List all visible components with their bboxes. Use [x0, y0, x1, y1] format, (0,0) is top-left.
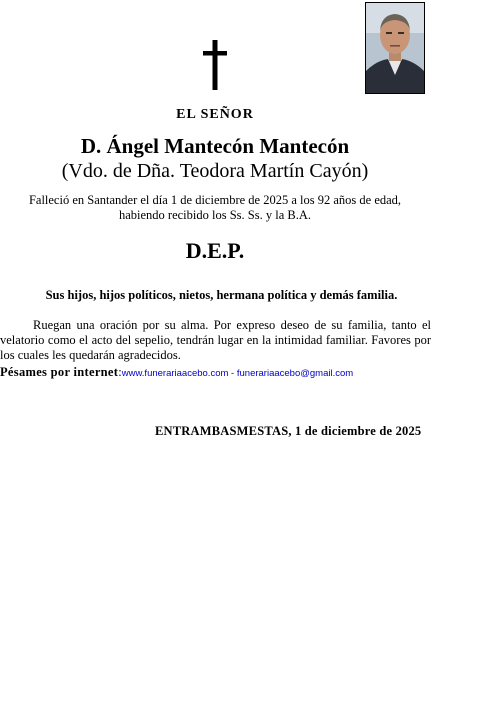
condolences-label: Pésames por internet: [0, 365, 119, 379]
widow-of-line: (Vdo. de Dña. Teodora Martín Cayón): [61, 160, 369, 182]
death-notice-line1: Falleció en Santander el día 1 de diciembre de 2025 a los 92 años de edad,: [28, 193, 402, 207]
cross-icon: [200, 40, 230, 90]
website-link[interactable]: www.funerariaacebo.com: [121, 368, 229, 379]
title-prefix: EL SEÑOR: [176, 107, 254, 122]
link-separator: -: [228, 368, 237, 379]
death-notice-line2: habiendo recibido los Ss. Ss. y la B.A.: [118, 208, 311, 222]
place-date: ENTRAMBASMESTAS, 1 de diciembre de 2025: [155, 424, 422, 438]
deceased-name: D. Ángel Mantecón Mantecón: [80, 134, 350, 158]
deceased-photo: [365, 2, 425, 94]
death-notice: [0, 193, 430, 223]
condolences-line: Pésames por internet:www.funerariaacebo.com - funerariaacebo@gmail.com: [0, 365, 354, 379]
portrait-image: [366, 3, 424, 93]
message-text: Ruegan una oración por su alma. Por expreso deseo de su familia, tanto el velatorio como el acto del sepelio, tendrán lugar en la intimidad familiar. Favores por los cuales les quedarán agradecidos.: [0, 318, 431, 362]
email-link[interactable]: funerariaacebo@gmail.com: [236, 368, 354, 379]
dep-heading: D.E.P.: [185, 238, 245, 263]
family-line: Sus hijos, hijos políticos, nietos, hermana política y demás familia.: [45, 288, 398, 302]
message-paragraph: [0, 318, 431, 363]
